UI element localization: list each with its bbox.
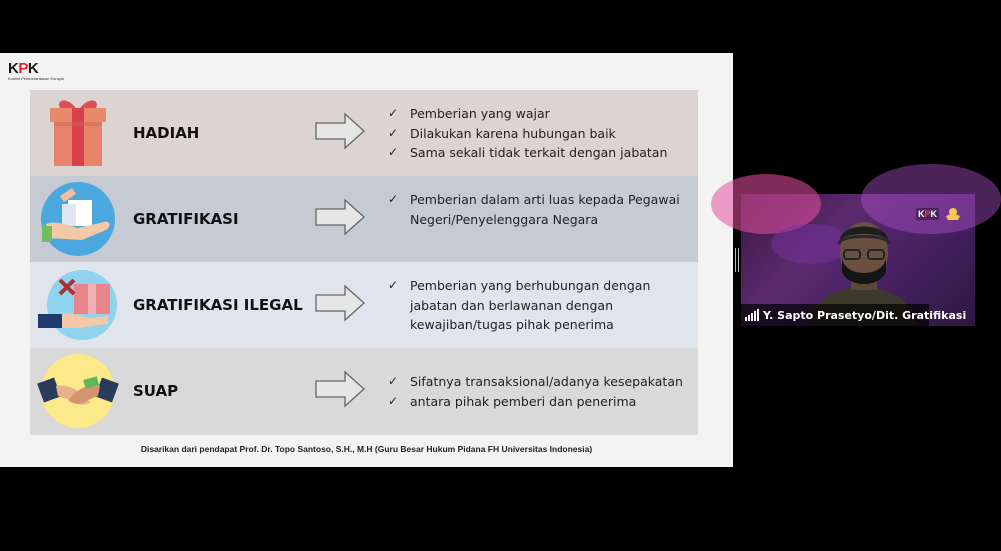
check-icon: ✓ [388,145,399,160]
kpk-logo-icon [916,208,939,220]
term-label: GRATIFIKASI [133,210,239,228]
check-icon: ✓ [388,393,399,408]
description-list [388,276,693,335]
logo-letter-k1: K [917,209,925,219]
check-icon: ✓ [388,106,399,120]
row-gratifikasi [30,176,698,262]
list-item-text: Pemberian yang wajar [410,106,550,121]
term-label: SUAP [133,382,179,400]
slide-footer-citation: Disarikan dari pendapat Prof. Dr. Topo Santoso, S.H., M.H (Guru Besar Hukum Pidana FH Universitas Indonesia) [140,444,593,454]
check-icon: ✓ [388,374,399,388]
logo-letter-k2: K [930,209,937,219]
logo-letter-p: P [924,209,931,219]
arrow-right-icon [315,371,365,407]
description-list [388,372,693,411]
panel-resize-handle[interactable] [735,248,739,272]
list-item-text: Dilakukan karena hubungan baik [410,125,616,141]
check-icon: ✓ [388,125,399,140]
check-icon: ✓ [388,278,399,292]
hand-giving-gift-icon [38,180,118,258]
presentation-slide [0,53,733,467]
participant-name-bar [741,304,967,326]
garuda-emblem-icon [945,206,961,222]
description-list [388,104,693,163]
gift-box-icon [38,94,118,172]
signal-bars-icon [745,309,759,321]
participant-name: Y. Sapto Prasetyo/Dit. Gratifikasi [763,308,967,322]
participant-video-tile[interactable] [741,194,975,326]
check-icon: ✓ [388,192,399,206]
rejected-gift-icon [38,266,118,344]
list-item [388,104,693,124]
arrow-right-icon [315,199,365,235]
term-label: GRATIFIKASI ILEGAL [133,296,303,314]
handshake-money-icon [38,352,118,430]
row-gratifikasi-ilegal [30,262,698,348]
kpk-logo [8,61,64,81]
list-item-text: Pemberian dalam arti luas kepada Pegawai Negeri/Penyelenggara Negara [410,192,680,227]
logo-letter-p: P [18,60,28,77]
kpk-logo-mark [8,61,64,76]
row-hadiah [30,90,698,176]
list-item [388,124,693,144]
list-item-text: Sifatnya transaksional/adanya kesepakatan [410,374,683,389]
arrow-right-icon [315,285,365,321]
list-item [388,143,693,163]
video-background-logos [916,206,961,222]
list-item-text: antara pihak pemberi dan penerima [410,393,637,409]
logo-letter-k2: K [27,60,39,77]
list-item [388,372,693,392]
list-item-text: Sama sekali tidak terkait dengan jabatan [410,145,668,161]
logo-letter-k1: K [8,60,19,77]
list-item [388,276,693,335]
list-item [388,392,693,412]
term-label: HADIAH [133,124,200,142]
arrow-right-icon [315,113,365,149]
kpk-logo-subtitle: Komisi Pemberantasan Korupsi [8,76,65,81]
list-item [388,190,693,229]
description-list [388,190,693,229]
row-suap [30,348,698,435]
list-item-text: Pemberian yang berhubungan dengan jabatan dan berlawanan dengan kewajiban/tugas pihak penerima [410,278,651,333]
